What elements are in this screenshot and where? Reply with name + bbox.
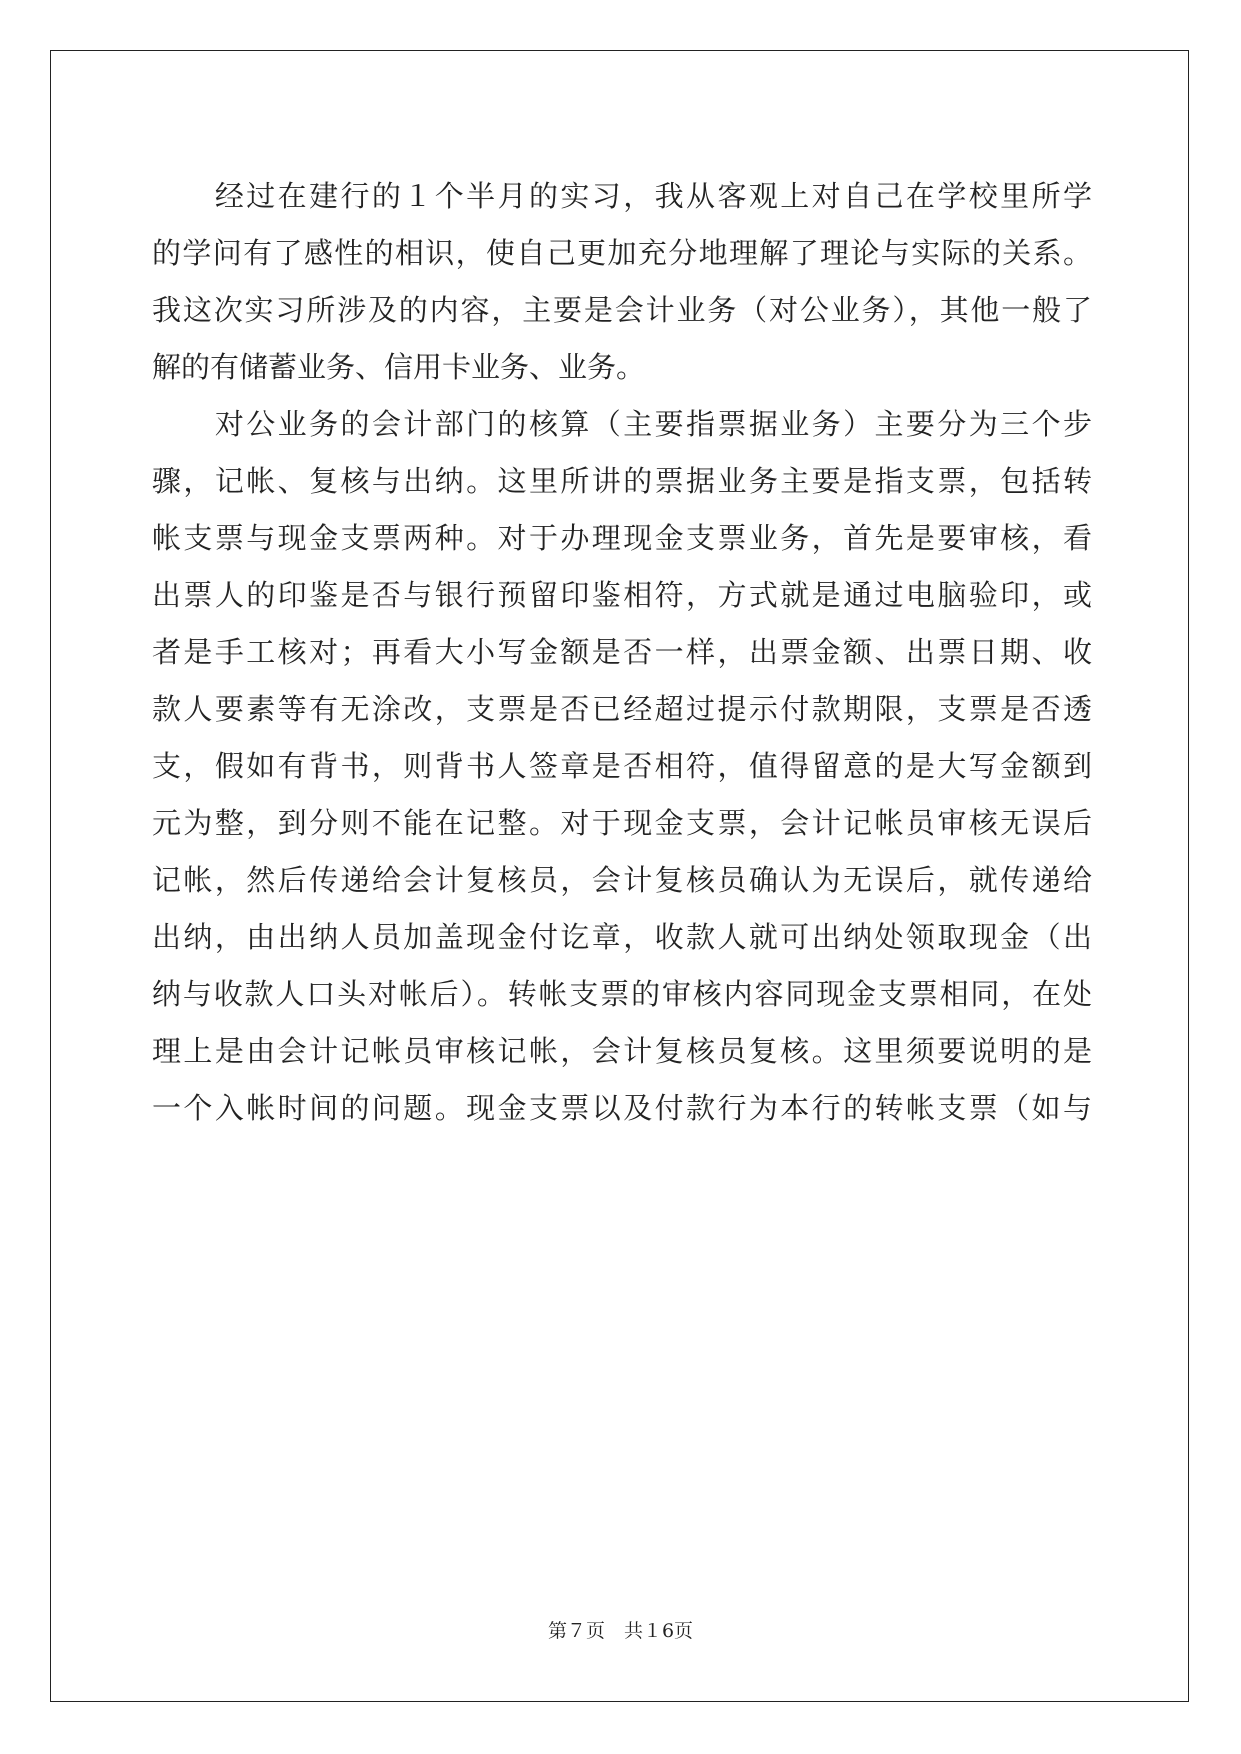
page-number-footer: 第７页 共１6页 <box>547 1620 694 1642</box>
text-line: 一个入帐时间的问题。现金支票以及付款行为本行的转帐支票（如与 <box>152 1091 1092 1125</box>
text-line: 支，假如有背书，则背书人签章是否相符，值得留意的是大写金额到 <box>152 749 1092 783</box>
text-line: 我这次实习所涉及的内容，主要是会计业务（对公业务），其他一般了 <box>152 293 1092 327</box>
text-line: 元为整，到分则不能在记整。对于现金支票，会计记帐员审核无误后 <box>152 806 1092 840</box>
text-line: 理上是由会计记帐员审核记帐，会计复核员复核。这里须要说明的是 <box>152 1034 1092 1068</box>
text-line: 经过在建行的１个半月的实习，我从客观上对自己在学校里所学 <box>152 179 1092 213</box>
text-line: 记帐，然后传递给会计复核员，会计复核员确认为无误后，就传递给 <box>152 863 1092 897</box>
text-line: 骤，记帐、复核与出纳。这里所讲的票据业务主要是指支票，包括转 <box>152 464 1092 498</box>
text-line: 纳与收款人口头对帐后）。转帐支票的审核内容同现金支票相同，在处 <box>152 977 1092 1011</box>
text-line: 款人要素等有无涂改，支票是否已经超过提示付款期限，支票是否透 <box>152 692 1092 726</box>
text-line: 者是手工核对；再看大小写金额是否一样，出票金额、出票日期、收 <box>152 635 1092 669</box>
text-line: 出纳，由出纳人员加盖现金付讫章，收款人就可出纳处领取现金（出 <box>152 920 1092 954</box>
document-body <box>152 168 1092 1137</box>
text-line: 解的有储蓄业务、信用卡业务、业务。 <box>152 350 646 384</box>
text-line: 对公业务的会计部门的核算（主要指票据业务）主要分为三个步 <box>152 407 1092 441</box>
text-line: 出票人的印鉴是否与银行预留印鉴相符，方式就是通过电脑验印，或 <box>152 578 1092 612</box>
text-line: 的学问有了感性的相识，使自己更加充分地理解了理论与实际的关系。 <box>152 236 1092 270</box>
text-line: 帐支票与现金支票两种。对于办理现金支票业务，首先是要审核，看 <box>152 521 1092 555</box>
